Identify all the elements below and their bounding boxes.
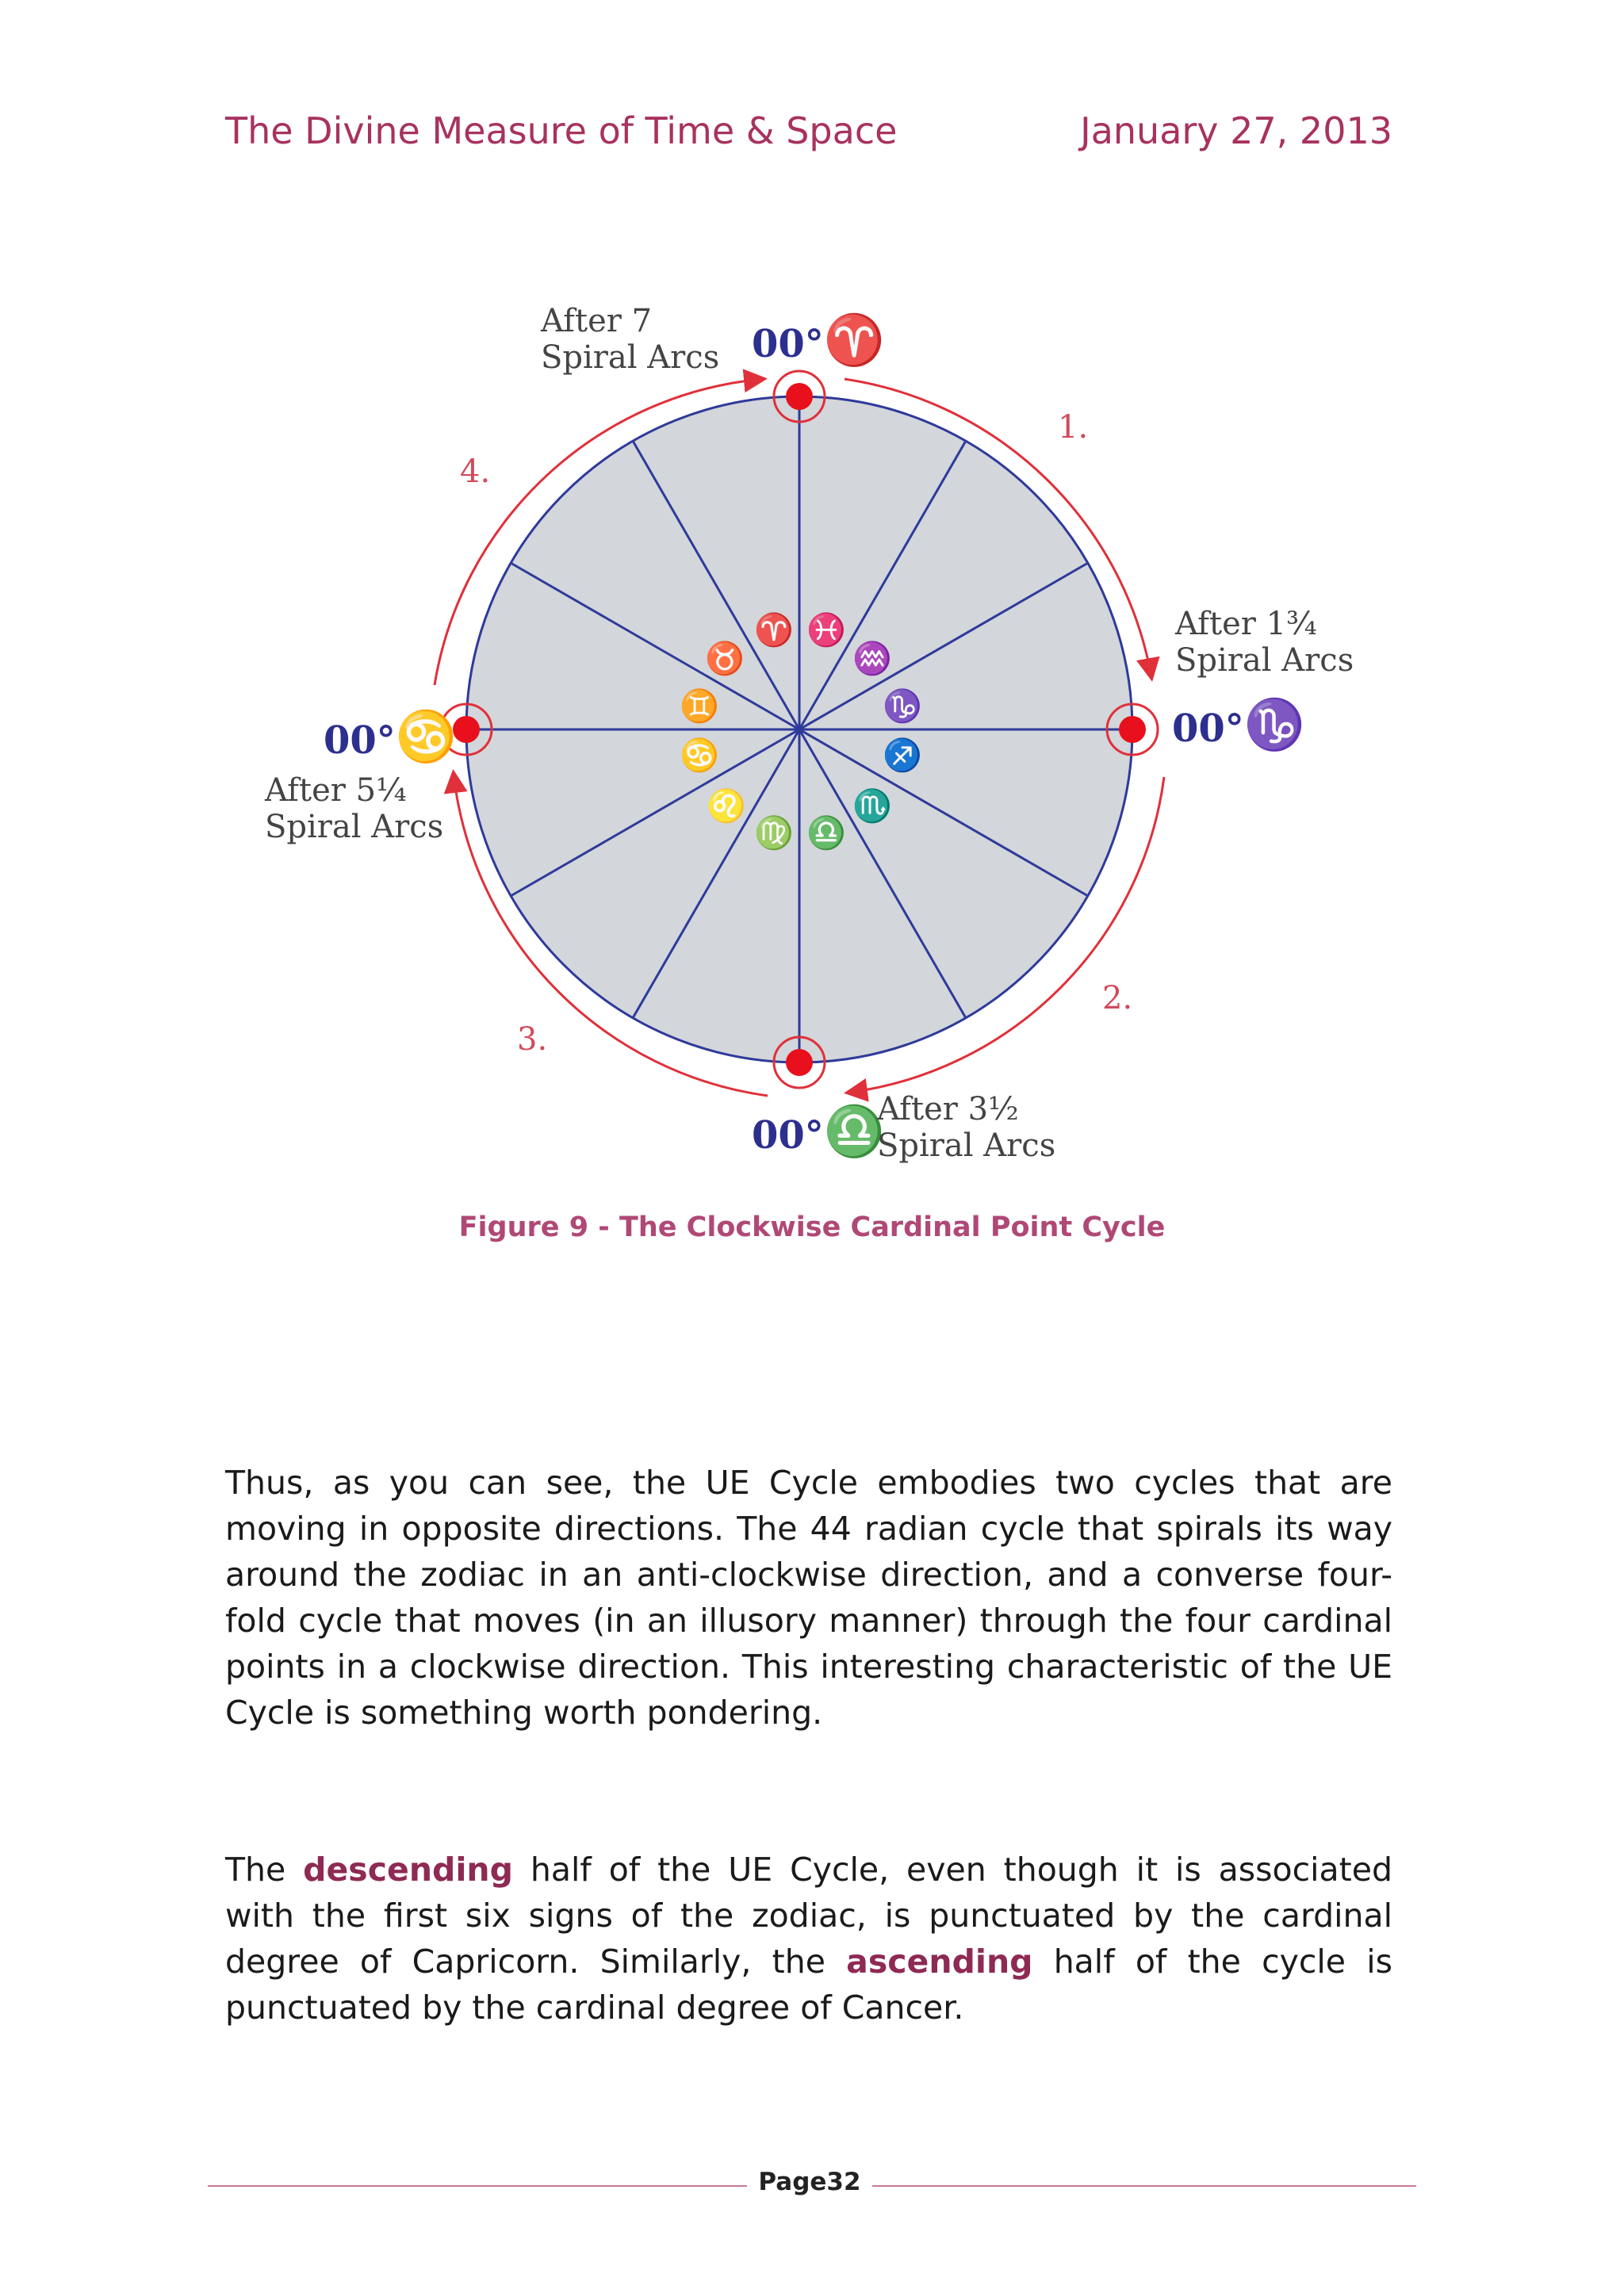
annotation-after-3-1-2-line2: Spiral Arcs <box>877 1127 1056 1164</box>
annotation-after-5-1-4: After 5¼ <box>265 772 407 809</box>
degree-label-right: 00°♑ <box>1172 695 1305 753</box>
footer-rule-right <box>872 2185 1416 2187</box>
highlight-ascending: ascending <box>846 1943 1033 1981</box>
degree-label-left: 00°♋ <box>324 707 457 765</box>
sign-capricorn: ♑ <box>883 688 922 725</box>
sign-virgo: ♍ <box>754 815 794 852</box>
sign-aquarius: ♒ <box>852 641 892 677</box>
annotation-after-7-line2: Spiral Arcs <box>541 339 720 376</box>
sign-cancer: ♋ <box>680 737 719 774</box>
annotation-after-3-1-2: After 3½ <box>877 1091 1019 1127</box>
arc-number-1: 1. <box>1058 409 1089 446</box>
degree-label-bottom: 00°♎ <box>752 1102 885 1160</box>
arc-number-2: 2. <box>1102 980 1133 1016</box>
page-footer <box>208 2168 1416 2203</box>
sign-aries: ♈ <box>754 612 794 649</box>
document-title: The Divine Measure of Time & Space <box>225 109 898 152</box>
annotation-after-5-1-4-line2: Spiral Arcs <box>265 809 444 845</box>
arc-number-3: 3. <box>517 1021 548 1058</box>
sign-leo: ♌ <box>707 788 746 825</box>
figure-caption: Figure 9 - The Clockwise Cardinal Point Cycle <box>458 1212 1166 1243</box>
highlight-descending: descending <box>303 1851 513 1889</box>
document-date: January 27, 2013 <box>1080 109 1392 152</box>
degree-label-top: 00°♈ <box>752 311 885 369</box>
sign-taurus: ♉ <box>705 641 745 677</box>
annotation-after-7: After 7 <box>541 303 653 339</box>
sign-gemini: ♊ <box>680 688 719 725</box>
body-paragraph-1: Thus, as you can see, the UE Cycle embodies two cycles that are moving in opposite directions. The 44 radian cycle that spirals its way around the zodiac in an anti-clockwise direction, and a converse four-fold cycle that moves (in an illusory manner) through the four cardinal points in a clockwise direction. This interesting characteristic of the UE Cycle is something worth pondering. <box>225 1464 1392 1732</box>
body-paragraph-2: The descending half of the UE Cycle, even though it is associated with the first six signs of the zodiac, is punctuated by the cardinal degree of Capricorn. Similarly, the ascending half of the cycle is punctuated by the cardinal degree of Cancer. <box>225 1851 1393 2027</box>
annotation-after-1-3-4-line2: Spiral Arcs <box>1175 642 1354 679</box>
sign-pisces: ♓ <box>806 612 846 649</box>
sign-libra: ♎ <box>806 815 846 852</box>
sign-scorpio: ♏ <box>852 788 892 825</box>
arc-number-4: 4. <box>460 454 491 490</box>
footer-rule-left <box>208 2185 747 2187</box>
page-number: Page32 <box>758 2168 861 2196</box>
sign-sagittarius: ♐ <box>883 737 922 774</box>
annotation-after-1-3-4: After 1¾ <box>1175 606 1317 642</box>
